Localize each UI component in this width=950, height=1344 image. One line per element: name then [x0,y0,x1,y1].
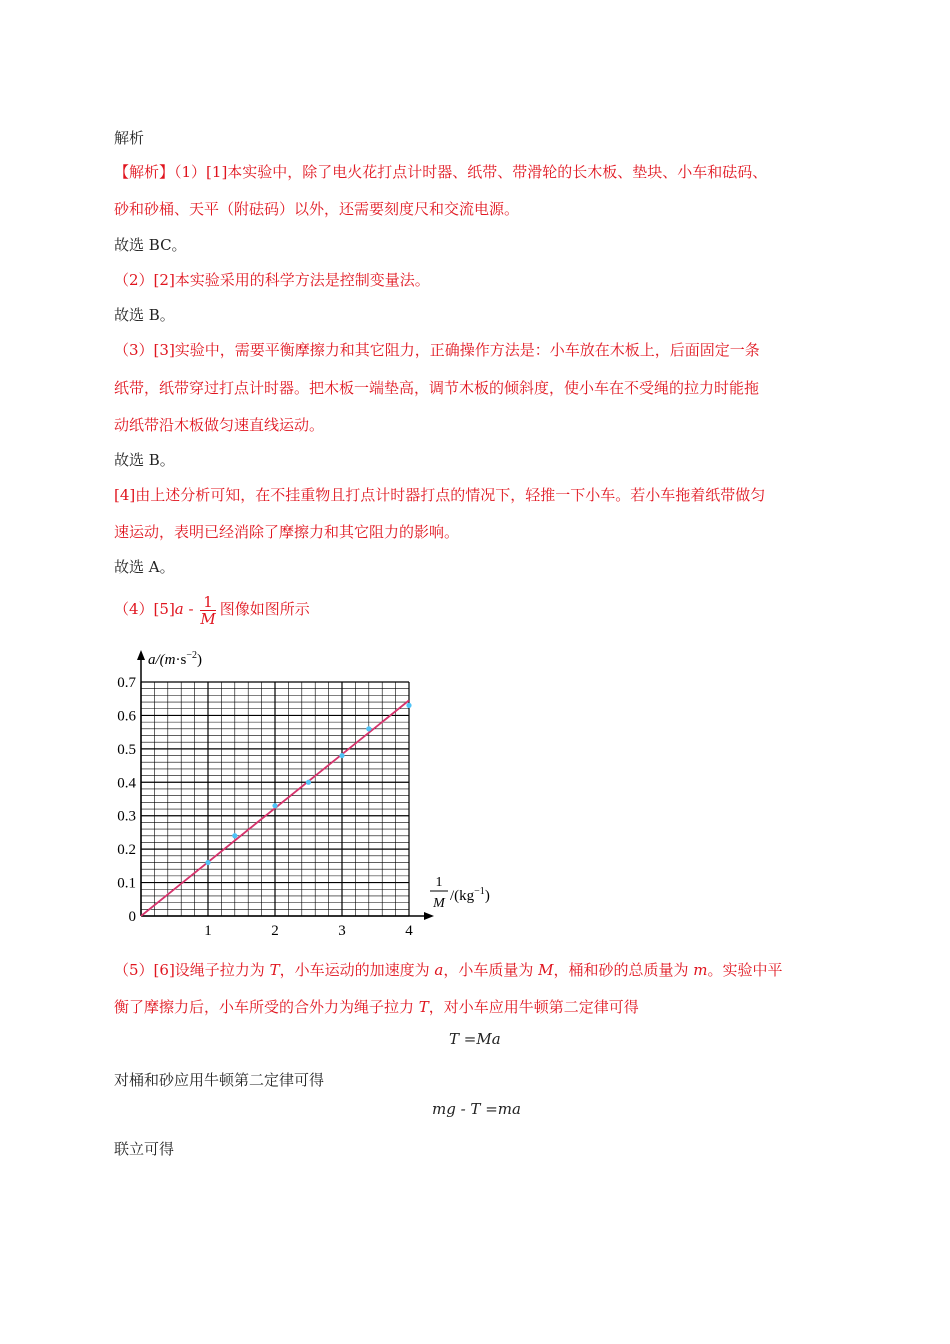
data-point [406,703,411,708]
var-a-2: a [434,961,444,979]
var-m: m [693,961,708,979]
p6-text-f: 衡了摩擦力后，小车所受的合外力为绳子拉力 [114,998,419,1016]
x-axis-label [430,875,490,911]
data-point [366,726,371,731]
y-tick-label: 0.2 [117,842,136,859]
paragraph-8: 联立可得 [114,1140,175,1158]
x-tick-label: 3 [338,923,346,939]
y-tick-label: 0.7 [117,675,136,691]
section-heading: 解析 [114,129,145,147]
origin-label: 0 [128,909,136,925]
dash: - [183,600,199,618]
p6-text-g: ，对小车应用牛顿第二定律可得 [428,998,639,1016]
equation-2: mg - T =ma [432,1100,521,1118]
p6-text-c: ，小车质量为 [443,961,539,979]
data-point [306,780,311,785]
x-label-unit: $/(kg^{-1})$ [450,886,490,904]
analysis-tag: 【解析】 [114,164,175,181]
var-a: a [174,600,184,618]
answer-3: 故选 B。 [114,451,175,469]
y-tick-label: 0.5 [117,741,136,758]
y-tick-label: 0.1 [117,875,136,892]
y-tick-label: 0.3 [117,808,136,825]
var-M: M [538,961,554,979]
data-points [205,703,411,865]
x-label-numerator: 1 [435,875,443,890]
paragraph-1-line-2: 砂和砂桶、天平（附砝码）以外，还需要刻度尺和交流电源。 [114,200,520,218]
chart-axes [137,650,434,920]
var-T-2: T [418,998,429,1016]
data-point [339,753,344,758]
y-axis-label: $a/(m\cdot s^{-2})$ [148,650,202,668]
answer-2: 故选 B。 [114,306,175,324]
acceleration-chart [110,648,510,940]
paragraph-6-line-1 [114,960,782,980]
paragraph-1-line-1 [114,162,767,183]
x-axis-arrow [424,912,434,920]
x-tick-label: 1 [204,923,212,939]
chart-grid [141,682,409,916]
p6-text-e: 。实验中平 [707,961,783,979]
p6-text-a: （5）[6]设绳子拉力为 [114,961,270,979]
data-point [272,803,277,808]
fraction-denominator: M [200,609,216,628]
answer-1: 故选 BC。 [114,236,187,254]
data-point [205,860,210,865]
equation-1: T =Ma [449,1030,501,1048]
paragraph-4-line-2: 速运动，表明已经消除了摩擦力和其它阻力的影响。 [114,523,460,541]
paragraph-5 [114,592,310,627]
p6-text-b: ，小车运动的加速度为 [279,961,435,979]
paragraph-7: 对桶和砂应用牛顿第二定律可得 [114,1071,325,1089]
fraction-numerator: 1 [200,594,215,611]
paragraph-3-line-2: 纸带，纸带穿过打点计时器。把木板一端垫高，调节木板的倾斜度，使小车在不受绳的拉力时能拖 [114,379,760,397]
y-tick-label: 0.4 [117,775,136,792]
paragraph-1-text: （1）[1]本实验中，除了电火花打点计时器、纸带、带滑轮的长木板、垫块、小车和砝码、 [174,163,768,181]
fraction [200,594,215,627]
paragraph-3-line-3: 动纸带沿木板做匀速直线运动。 [114,416,325,434]
var-T: T [269,961,280,979]
x-label-denominator: M [433,896,445,911]
y-tick-label: 0.6 [117,708,136,725]
y-axis-arrow [137,650,145,660]
paragraph-3-line-1: （3）[3]实验中，需要平衡摩擦力和其它阻力，正确操作方法是：小车放在木板上，后面固定一条 [114,341,760,359]
paragraph-5-prefix: （4）[5] [114,600,175,618]
paragraph-4-line-1: [4]由上述分析可知，在不挂重物且打点计时器打点的情况下，轻推一下小车。若小车拖着纸带做匀 [114,486,766,504]
answer-4: 故选 A。 [114,558,175,576]
paragraph-2: （2）[2]本实验采用的科学方法是控制变量法。 [114,271,430,289]
x-tick-label: 4 [405,923,413,939]
paragraph-5-suffix: 图像如图所示 [219,600,310,618]
p6-text-d: ，桶和砂的总质量为 [553,961,694,979]
data-point [232,833,237,838]
x-tick-label: 2 [271,923,279,939]
paragraph-6-line-2 [114,997,639,1017]
